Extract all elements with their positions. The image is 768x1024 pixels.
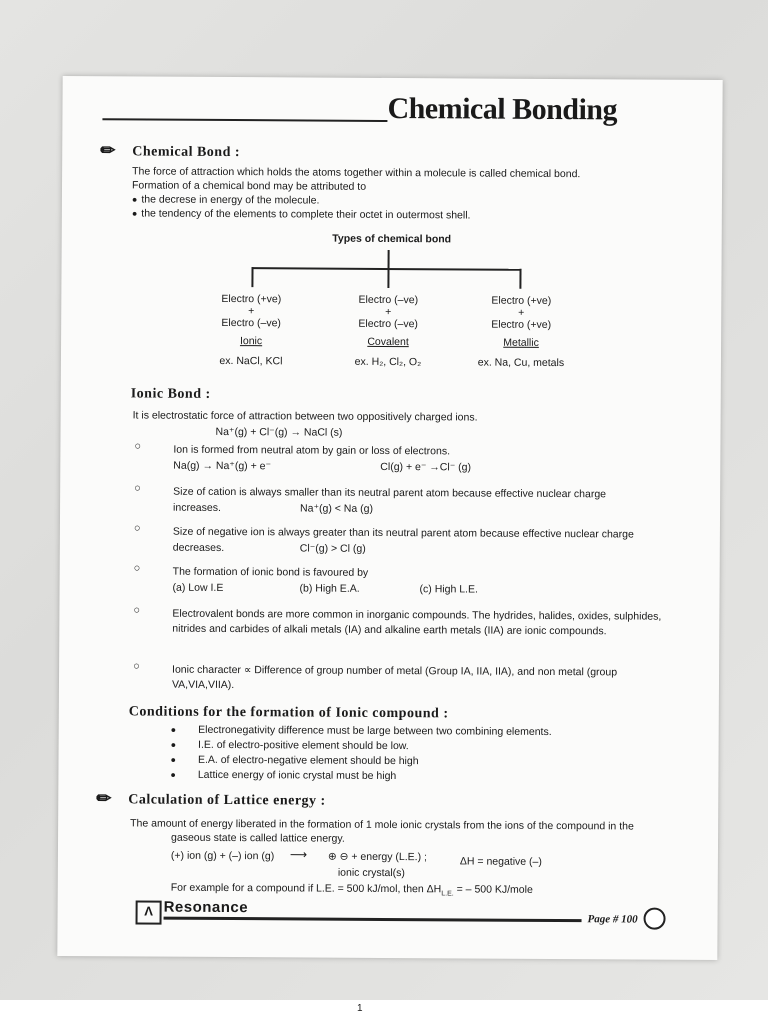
point-text: The formation of ionic bond is favoured by	[172, 565, 369, 579]
branch-bottom-label: Electro (–ve)	[358, 317, 418, 331]
circle-bullet-icon: ○	[133, 604, 141, 617]
point-equation: Na(g) → Na⁺(g) + e⁻	[173, 459, 272, 473]
lattice-definition: The amount of energy liberated in the formation of 1 mole ionic crystals from the ions of the compound in the	[130, 817, 634, 833]
arrow-right-icon: ⟶	[289, 847, 308, 862]
section-heading-conditions: Conditions for the formation of Ionic compound :	[128, 704, 449, 722]
option-a: (a) Low I.E	[172, 581, 224, 594]
corner-circle-icon	[643, 908, 665, 930]
branch-top-label: Electro (+ve)	[491, 294, 552, 307]
circle-bullet-icon: ○	[134, 482, 141, 495]
footer-logo-text: Resonance	[163, 898, 249, 917]
point-equation: Na⁺(g) < Na (g)	[300, 502, 374, 515]
formation-intro: Formation of a chemical bond may be attributed to	[131, 179, 367, 193]
circle-bullet-icon: ○	[134, 440, 142, 453]
branch-name: Metallic	[503, 336, 539, 349]
bottom-page-number: 1	[357, 1003, 363, 1014]
resonance-logo-icon: Λ	[136, 900, 162, 924]
lattice-definition: gaseous state is called lattice energy.	[171, 831, 345, 845]
point-text: decreases.	[172, 541, 225, 554]
connector-line	[387, 268, 389, 288]
connector-line	[251, 267, 253, 287]
section-heading-lattice-energy: Calculation of Lattice energy :	[128, 792, 326, 809]
point-equation: Cl(g) + e⁻ →Cl⁻ (g)	[380, 460, 472, 474]
pen-icon: ✏	[96, 788, 112, 809]
chemical-bond-definition: The force of attraction which holds the atoms together within a molecule is called chemical bond.	[132, 165, 581, 181]
branch-plus: +	[518, 306, 525, 319]
branch-name: Covalent	[367, 335, 409, 349]
branch-name: Ionic	[239, 335, 263, 348]
example-delta-h: ΔH	[426, 883, 442, 896]
branch-plus: +	[385, 305, 392, 319]
branch-bottom-label: Electro (–ve)	[221, 316, 281, 330]
point-text: Ionic character ∝ Difference of group number of metal (Group IA, IIA, IIA), and non metal (group VA,VIA,VIIA).	[171, 663, 618, 692]
circle-bullet-icon: ○	[133, 660, 140, 673]
option-b: (b) High E.A.	[299, 582, 360, 595]
lattice-equation-right: ⊕ ⊖ + energy (L.E.) ;	[327, 850, 427, 864]
circle-bullet-icon: ○	[133, 522, 141, 535]
footer-rule	[164, 917, 582, 923]
ionic-bond-definition: It is electrostatic force of attraction between two oppositively charged ions.	[132, 409, 478, 424]
example-value: = – 500 KJ/mole	[456, 883, 533, 896]
point-text: Size of cation is always smaller than its neutral parent atom because effective nuclear charge	[173, 485, 607, 501]
page-title: Chemical Bonding	[387, 91, 618, 127]
document-page	[57, 76, 722, 960]
branch-example: ex. H₂, Cl₂, O₂	[354, 355, 422, 369]
connector-line	[388, 250, 390, 268]
branch-top-label: Electro (+ve)	[221, 292, 282, 306]
pen-icon: ✏	[100, 140, 116, 161]
branch-ionic	[201, 293, 301, 368]
list-item: ● E.A. of electro-negative element should be high	[170, 753, 419, 768]
point-text: Electrovalent bonds are more common in inorganic compounds. The hydrides, halides, oxides, sulphides, nitrides and carbides of alkali metals (IA) and alkaline earth metals (IIA) are ionic compounds.	[172, 607, 662, 638]
branch-plus: +	[248, 305, 255, 318]
branch-example: ex. Na, Cu, metals	[477, 356, 565, 370]
section-heading-chemical-bond: Chemical Bond :	[132, 144, 241, 161]
point-text: Size of negative ion is always greater than its neutral parent atom because effective nuclear charge	[172, 525, 634, 541]
example-subscript: L.E.	[441, 890, 454, 898]
diagram-root-label: Types of chemical bond	[332, 232, 452, 246]
branch-covalent	[338, 294, 438, 369]
point-text: Ion is formed from neutral atom by gain or loss of electrons.	[173, 443, 451, 458]
title-rule	[102, 118, 387, 122]
branch-bottom-label: Electro (+ve)	[491, 318, 552, 331]
ionic-bond-equation: Na⁺(g) + Cl⁻(g) → NaCl (s)	[215, 425, 343, 439]
point-equation: Cl⁻(g) > Cl (g)	[299, 542, 366, 555]
branch-example: ex. NaCl, KCl	[219, 354, 283, 368]
lattice-example: For example for a compound if L.E. = 500 kJ/mol, then $\Delta H_{L.E.}$ = – 500 KJ/mole	[170, 881, 533, 898]
branch-top-label: Electro (–ve)	[358, 293, 419, 307]
point-text: increases.	[173, 501, 221, 514]
lattice-product: ionic crystal(s)	[337, 866, 405, 880]
list-item: ● the tendency of the elements to complete their octet in outermost shell.	[132, 206, 471, 222]
option-c: (c) High L.E.	[419, 583, 478, 596]
bond-types-diagram	[212, 227, 572, 370]
branch-metallic	[471, 294, 571, 369]
list-item: ● Lattice energy of ionic crystal must be high	[170, 768, 397, 783]
section-heading-ionic-bond: Ionic Bond :	[130, 386, 211, 402]
list-item: ● Electronegativity difference must be large between two combining elements.	[170, 723, 552, 738]
list-item: ● I.E. of electro-positive element should be low.	[170, 738, 409, 753]
list-item: ● the decrese in energy of the molecule.	[132, 192, 320, 207]
lattice-delta-h: ΔH = negative (–)	[459, 855, 542, 868]
lattice-equation-left: (+) ion (g) + (–) ion (g)	[170, 849, 275, 863]
circle-bullet-icon: ○	[133, 562, 141, 575]
connector-line	[519, 269, 521, 289]
footer-page-number: Page # 100	[587, 913, 638, 926]
